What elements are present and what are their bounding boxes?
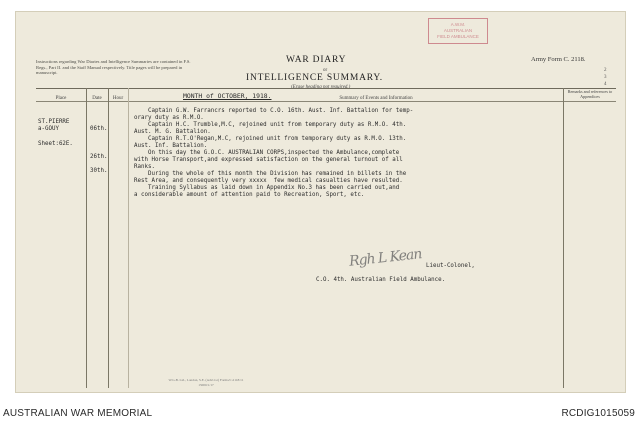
date-entry: 26th. <box>90 154 108 160</box>
archive-footer <box>0 401 639 421</box>
form-title-war-diary: WAR DIARY <box>286 55 347 65</box>
entry-line: Training Syllabus as laid down in Appendix No.3 has been carried out,and <box>134 185 400 191</box>
form-instructions: Instructions regarding War Diaries and Intelligence Summaries are contained in F.S. Regs., Part II. and the Staff Manual respectively. Title pages will be prepared in manuscript. <box>36 59 191 76</box>
institution-name: AUSTRALIAN WAR MEMORIAL <box>3 408 153 419</box>
place-line: a-GOUY <box>38 126 59 132</box>
entry-line: Captain R.T.O'Regan,M.C, rejoined unit from temporary duty as R.M.O. 13th. <box>134 136 407 142</box>
signature-rank: Lieut-Colonel, <box>426 263 475 269</box>
margin-mark: 2 <box>604 68 607 73</box>
archive-reference: RCDIG1015059 <box>561 408 635 419</box>
header-summary: Summary of Events and Information <box>339 96 413 101</box>
entry-line: Captain H.C. Trumble,M.C, rejoined unit from temporary duty as R.M.O. 4th. <box>134 122 407 128</box>
entry-line: a considerable amount of attention paid to Recreation, Sport, etc. <box>134 192 365 198</box>
column-divider <box>128 88 129 388</box>
entry-line: Rest Area, and consequently very xxxxx few medical casualties have resulted. <box>134 178 403 184</box>
month-heading: MONTH of OCTOBER, 1918. <box>183 92 272 100</box>
stamp-line-3: FIELD AMBULANCE <box>437 34 479 39</box>
header-place: Place <box>55 96 67 101</box>
entry-line: During the whole of this month the Division has remained in billets in the <box>134 171 407 177</box>
column-divider <box>108 88 109 388</box>
entry-line: Ranks. <box>134 164 155 170</box>
entry-line: Aust. M. G. Battalion. <box>134 129 211 135</box>
table-top-rule <box>36 88 616 89</box>
column-divider <box>86 88 87 388</box>
date-entry: 06th. <box>90 126 108 132</box>
entry-line: with Horse Transport,and expressed satisfaction on the general turnout of all <box>134 157 403 163</box>
date-entry: 30th. <box>90 168 108 174</box>
place-line: Sheet:62E. <box>38 141 73 147</box>
diary-page <box>15 11 626 393</box>
handwritten-signature: Rgh L Kean <box>348 246 423 270</box>
archive-stamp <box>428 18 488 44</box>
army-form-number: Army Form C. 2118. <box>531 56 586 63</box>
column-divider <box>563 88 564 388</box>
entry-line: On this day the G.O.C. AUSTRALIAN CORPS,inspected the Ambulance,complete <box>134 150 400 156</box>
margin-mark: 3 <box>604 75 607 80</box>
table-header-rule <box>36 101 616 102</box>
stamp-line-1: A.W.M. <box>450 22 466 27</box>
header-hour: Hour <box>112 96 124 101</box>
place-line: ST.PIERRE <box>38 119 70 125</box>
stamp-line-2: AUSTRALIAN <box>443 28 473 33</box>
header-date: Date <box>92 96 102 101</box>
printer-imprint: W.G.B. Ltd., London, S.E. (Advt.Gr) Forms/C.2118/11 15000/1/17 <box>168 378 244 387</box>
signature-unit: C.O. 4th. Australian Field Ambulance. <box>316 277 446 283</box>
form-title-note: (Erase heading not required.) <box>291 85 351 90</box>
entry-line: orary duty as R.M.O. <box>134 115 204 121</box>
form-title-intelligence-summary: INTELLIGENCE SUMMARY. <box>246 73 383 83</box>
entry-line: Aust. Inf. Battalion. <box>134 143 208 149</box>
entry-line: Captain G.W. Farrancrs reported to C.O. 16th. Aust. Inf. Battalion for temp- <box>134 108 414 114</box>
margin-mark: 4 <box>604 82 607 87</box>
form-title-or: or <box>323 68 328 73</box>
header-remarks: Remarks and references to Appendices <box>567 89 613 99</box>
